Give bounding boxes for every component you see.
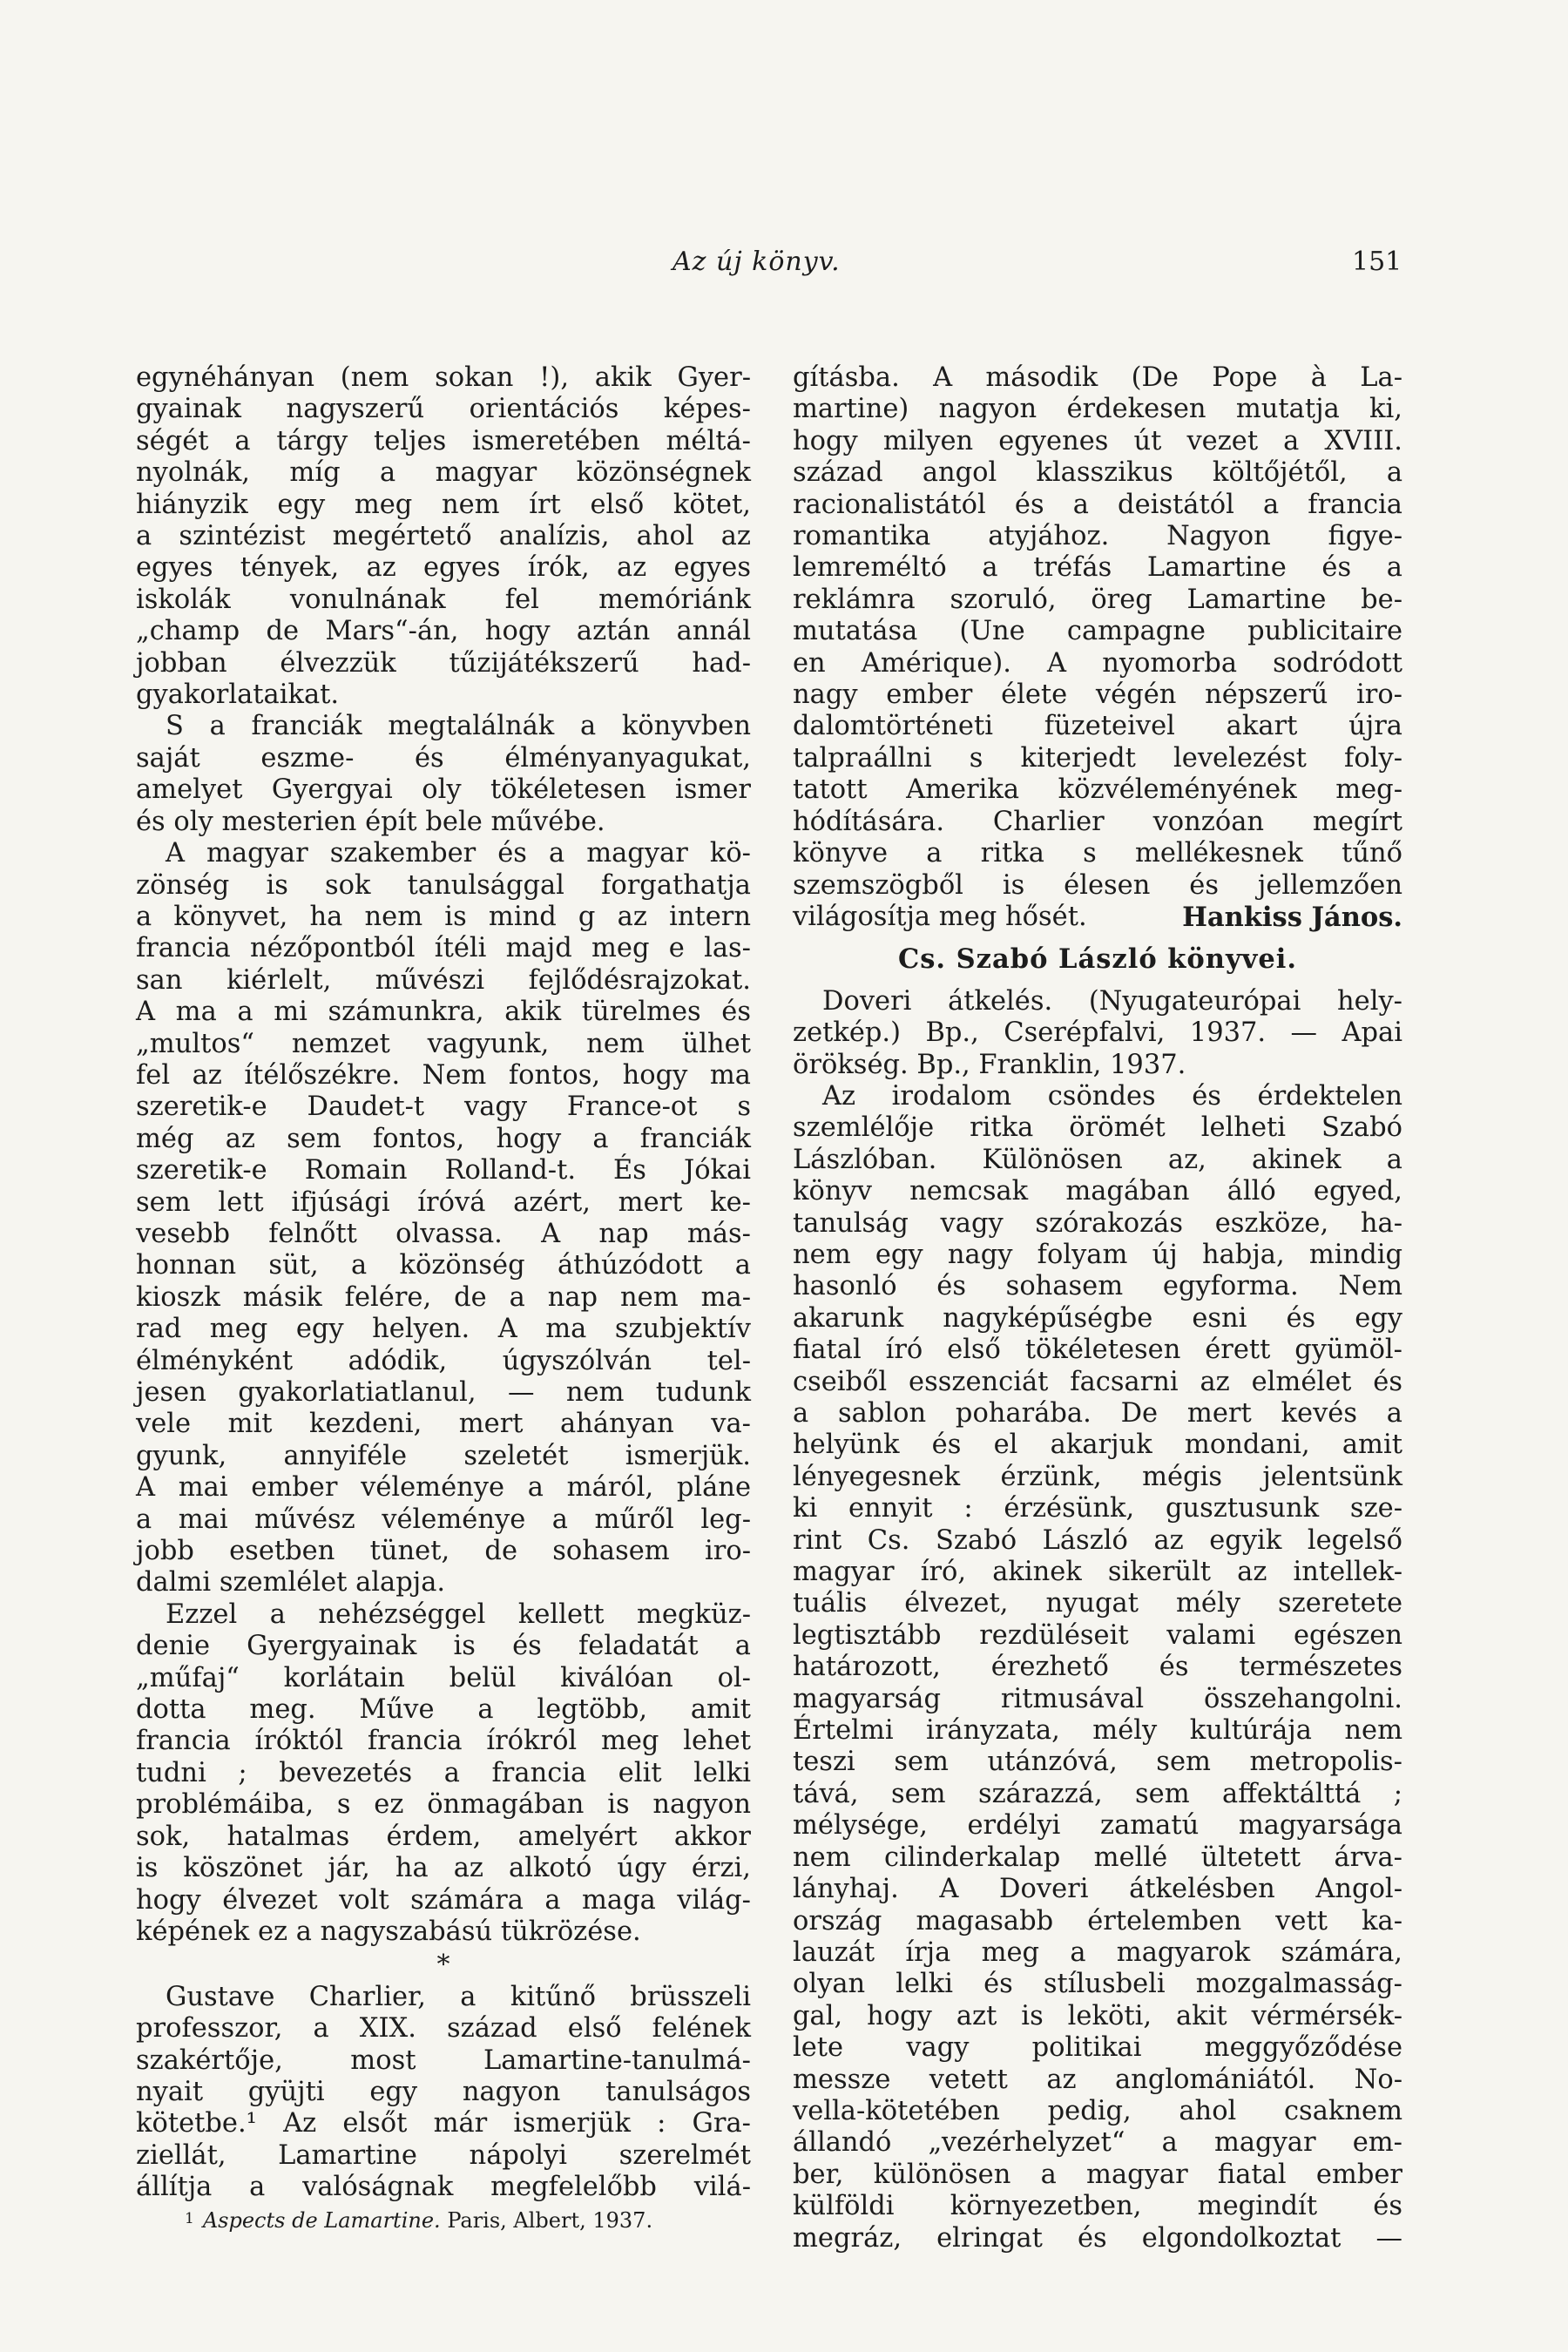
text-line: lányhaj. A Doveri átkelésben Angol- [793, 1874, 1402, 1905]
left-column [136, 362, 751, 2204]
text-line: fiatal író első tökéletesen érett gyümöl- [793, 1335, 1402, 1366]
text-line: san kiérlelt, művészi fejlődésrajzokat. [136, 964, 751, 996]
footnote-title: Aspects de Lamartine. [202, 2208, 441, 2233]
text-line: szemlélője ritka örömét lelheti Szabó [793, 1112, 1402, 1144]
text-line: ki ennyit : érzésünk, gusztusunk sze- [793, 1493, 1402, 1524]
bibliography-line: Doveri átkelés. (Nyugateurópai hely- [822, 985, 1402, 1017]
text-line: professzor, a XIX. század első felének [136, 2013, 751, 2044]
text-line: messze vetett az anglomániától. No- [793, 2064, 1402, 2095]
text-line: vella-kötetében pedig, ahol csaknem [793, 2095, 1402, 2126]
text-line-part: világosítja meg hősét. [793, 901, 1087, 932]
text-line: állandó „vezérhelyzet“ a magyar em- [793, 2127, 1402, 2159]
text-line: élményként adódik, úgyszólván tel- [136, 1345, 751, 1376]
text-line: dotta meg. Műve a legtöbb, amit [136, 1694, 751, 1726]
text-line: szemszögből is élesen és jellemzően [793, 869, 1402, 901]
text-line: kioszk másik felére, de a nap nem ma- [136, 1281, 751, 1313]
footnote-mark: 1 [185, 2210, 194, 2227]
text-line: magyar író, akinek sikerült az intellek- [793, 1557, 1402, 1588]
text-line: hogy élvezet volt számára a maga világ- [136, 1884, 751, 1916]
text-line: szeretik-e Romain Rolland-t. És Jókai [136, 1155, 751, 1186]
text-line: nem cilinderkalap mellé ültetett árva- [793, 1842, 1402, 1873]
text-line: tanulság vagy szórakozás eszköze, ha- [793, 1207, 1402, 1239]
text-line: A mai ember véleménye a máról, pláne [136, 1472, 751, 1504]
right-column [793, 362, 1402, 2254]
text-line: teszi sem utánzóvá, sem metropolis- [793, 1747, 1402, 1778]
text-line: a szintézist megértető analízis, ahol az [136, 521, 751, 552]
text-line: képének ez a nagyszabású tükrözése. [136, 1916, 641, 1947]
text-line: Lászlóban. Különösen az, akinek a [793, 1144, 1402, 1175]
text-line: rint Cs. Szabó László az egyik legelső [793, 1524, 1402, 1556]
text-line: hiányzik egy meg nem írt első kötet, [136, 489, 751, 520]
text-line: martine) nagyon érdekesen mutatja ki, [793, 394, 1402, 425]
text-line: tudni ; bevezetés a francia elit lelki [136, 1757, 751, 1788]
text-line: mutatása (Une campagne publicitaire [793, 616, 1402, 647]
text-line: is köszönet jár, ha az alkotó úgy érzi, [136, 1853, 751, 1884]
text-line: hódítására. Charlier vonzóan megírt [793, 806, 1402, 837]
text-line: ziellát, Lamartine nápolyi szerelmét [136, 2139, 751, 2171]
text-line: megráz, elringat és elgondolkoztat — [793, 2222, 1402, 2254]
text-line: vele mit kezdeni, mert ahányan va- [136, 1409, 751, 1440]
text-line: jobb esetben tünet, de sohasem iro- [136, 1536, 751, 1567]
text-line: sem lett ifjúsági íróvá azért, mert ke- [136, 1186, 751, 1218]
text-line: hasonló és sohasem egyforma. Nem [793, 1271, 1402, 1302]
text-line: jobban élvezzük tűzijátékszerű had- [136, 647, 751, 679]
text-line: mélysége, erdélyi zamatú magyarsága [793, 1810, 1402, 1842]
review-signature: Hankiss János. [1182, 901, 1402, 933]
text-line: tatott Amerika közvéleményének meg- [793, 774, 1402, 806]
text-line: rad meg egy helyen. A ma szubjektív [136, 1314, 751, 1345]
text-line: „műfaj“ korlátain belül kiválóan ol- [136, 1662, 751, 1693]
text-line: problémáiba, s ez önmagában is nagyon [136, 1789, 751, 1821]
text-line: egyes tények, az egyes írók, az egyes [136, 552, 751, 584]
text-line: nem egy nagy folyam új habja, mindig [793, 1239, 1402, 1270]
text-line: legtisztább rezdüléseit valami egészen [793, 1619, 1402, 1651]
text-line: a sablon poharába. De mert kevés a [793, 1398, 1402, 1429]
text-line: nyait gyüjti egy nagyon tanulságos [136, 2076, 751, 2107]
text-line: ország magasabb értelemben vett ka- [793, 1905, 1402, 1936]
text-line: ségét a tárgy teljes ismeretében méltá- [136, 425, 751, 456]
text-line: denie Gyergyainak is és feladatát a [136, 1631, 751, 1662]
text-line: tává, sem szárazzá, sem affektálttá ; [793, 1778, 1402, 1809]
text-line: Ezzel a nehézséggel kellett megküz- [166, 1598, 751, 1630]
text-line: állítja a valóságnak megfelelőbb vilá- [136, 2172, 751, 2203]
text-line: dalomtörténeti füzeteivel akart újra [793, 711, 1402, 742]
text-line: Az irodalom csöndes és érdektelen [822, 1080, 1402, 1112]
text-line: zönség is sok tanulsággal forgathatja [136, 869, 751, 901]
text-line: a könyvet, ha nem is mind g az intern [136, 901, 751, 932]
text-line: egynéhányan (nem sokan !), akik Gyer- [136, 362, 751, 393]
text-line: magyarság ritmusával összehangolni. [793, 1683, 1402, 1714]
text-line: A magyar szakember és a magyar kö- [166, 838, 751, 869]
footnote-publication: Paris, Albert, 1937. [447, 2208, 653, 2233]
text-line: gyainak nagyszerű orientációs képes- [136, 394, 751, 425]
text-line: gal, hogy azt is leköti, akit vérmérsék- [793, 2000, 1402, 2031]
text-line: francia nézőpontból ítéli majd meg e las- [136, 933, 751, 964]
text-line: a mai művész véleménye a műről leg- [136, 1504, 751, 1535]
text-line: „multos“ nemzet vagyunk, nem ülhet [136, 1028, 751, 1059]
text-line: akarunk nagyképűségbe esni és egy [793, 1302, 1402, 1334]
text-line: saját eszme- és élményanyagukat, [136, 742, 751, 774]
text-line: és oly mesterien épít bele művébe. [136, 806, 605, 837]
text-line: lete vagy politikai meggyőződése [793, 2032, 1402, 2064]
text-line: gyakorlataikat. [136, 679, 340, 711]
section-heading: Cs. Szabó László könyvei. [897, 943, 1298, 976]
text-line: dalmi szemlélet alapja. [136, 1567, 446, 1598]
text-line: nagy ember élete végén népszerű iro- [793, 679, 1402, 711]
text-line: iskolák vonulnának fel memóriánk [136, 584, 751, 615]
text-line: ber, különösen a magyar fiatal ember [793, 2159, 1402, 2190]
text-line: cseiből esszenciát facsarni az elmélet és [793, 1366, 1402, 1397]
text-line: hogy milyen egyenes út vezet a XVIII. [793, 425, 1402, 456]
section-separator-asterisk: * [436, 1950, 450, 1981]
text-line: „champ de Mars“-án, hogy aztán annál [136, 616, 751, 647]
text-line: határozott, érezhető és természetes [793, 1652, 1402, 1683]
text-line: szakértője, most Lamartine-tanulmá- [136, 2044, 751, 2076]
text-line: lényegesnek érzünk, mégis jelentsünk [793, 1461, 1402, 1492]
text-line: helyünk és el akarjuk mondani, amit [793, 1429, 1402, 1461]
text-line: gyunk, annyiféle szeletét ismerjük. [136, 1440, 751, 1471]
text-line: tuális élvezet, nyugat mély szeretete [793, 1588, 1402, 1619]
text-line: vesebb felnőtt olvassa. A nap más- [136, 1218, 751, 1249]
text-line: lemreméltó a tréfás Lamartine és a [793, 552, 1402, 584]
text-line: sok, hatalmas érdem, amelyért akkor [136, 1821, 751, 1852]
text-line: amelyet Gyergyai oly tökéletesen ismer [136, 774, 751, 806]
running-title: Az új könyv. [672, 247, 841, 277]
text-line: szeretik-e Daudet-t vagy France-ot s [136, 1092, 751, 1123]
bibliography-line: zetkép.) Bp., Cserépfalvi, 1937. — Apai [793, 1017, 1402, 1049]
text-line: honnan süt, a közönség áthúzódott a [136, 1250, 751, 1281]
text-line: francia íróktól francia írókról meg lehet [136, 1726, 751, 1757]
footnote [185, 2208, 652, 2233]
text-line: romantika atyjához. Nagyon figye- [793, 521, 1402, 552]
page-number: 151 [1352, 247, 1402, 277]
text-line: Értelmi irányzata, mély kultúrája nem [793, 1715, 1402, 1747]
text-line: nyolnák, míg a magyar közönségnek [136, 457, 751, 489]
text-line: még az sem fontos, hogy a franciák [136, 1123, 751, 1154]
text-line: en Amérique). A nyomorba sodródott [793, 647, 1402, 679]
text-line: könyve a ritka s mellékesnek tűnő [793, 838, 1402, 869]
text-line: lauzát írja meg a magyarok számára, [793, 1936, 1402, 1968]
text-line: fel az ítélőszékre. Nem fontos, hogy ma [136, 1059, 751, 1091]
text-line: reklámra szoruló, öreg Lamartine be- [793, 584, 1402, 615]
text-line: racionalistától és a deistától a francia [793, 489, 1402, 520]
text-line: kötetbe.¹ Az elsőt már ismerjük : Gra- [136, 2108, 751, 2139]
text-line: külföldi környezetben, megindít és [793, 2191, 1402, 2222]
text-line: Gustave Charlier, a kitűnő brüsszeli [166, 1981, 751, 2012]
text-line [793, 902, 1402, 933]
bibliography-line: örökség. Bp., Franklin, 1937. [793, 1049, 1186, 1080]
text-line: könyv nemcsak magában álló egyed, [793, 1176, 1402, 1207]
text-line: jesen gyakorlatiatlanul, — nem tudunk [136, 1377, 751, 1408]
text-line: század angol klasszikus költőjétől, a [793, 457, 1402, 489]
text-line: talpraállni s kiterjedt levelezést foly- [793, 742, 1402, 774]
text-line: gításba. A második (De Pope à La- [793, 362, 1402, 393]
text-line: A ma a mi számunkra, akik türelmes és [136, 997, 751, 1028]
text-line: S a franciák megtalálnák a könyvben [166, 711, 751, 742]
text-line: olyan lelki és stílusbeli mozgalmasság- [793, 1969, 1402, 2000]
